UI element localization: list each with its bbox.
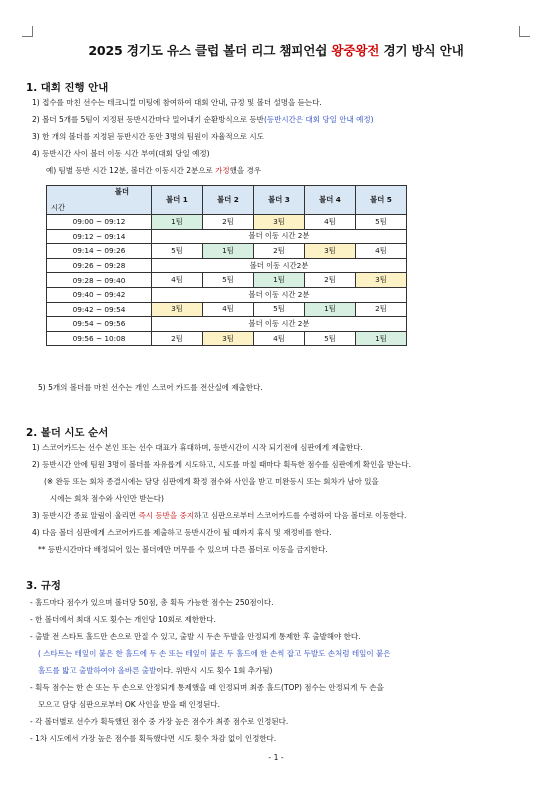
list-item bbox=[32, 115, 374, 125]
team-cell: 4팀 bbox=[203, 302, 254, 317]
team-cell: 3팀 bbox=[356, 273, 407, 288]
team-cell: 1팀 bbox=[254, 273, 305, 288]
list-item: 4) 다음 볼더 심판에게 스코어카드를 제출하고 등반시간이 될 때까지 휴식 및 재정비를 한다. bbox=[32, 528, 332, 537]
team-cell: 3팀 bbox=[152, 302, 203, 317]
corner-mark bbox=[22, 26, 33, 37]
list-item-note: ** 등반시간마다 배정되어 있는 볼더에만 머무를 수 있으며 다른 볼더로 이동을 금지한다. bbox=[38, 545, 328, 554]
column-header: 볼더 4 bbox=[305, 186, 356, 215]
title-text: 2025 경기도 유스 클럽 볼더 리그 챔피언쉽 bbox=[88, 43, 332, 58]
column-header: 볼더 5 bbox=[356, 186, 407, 215]
list-item: 5) 5개의 볼더를 마친 선수는 개인 스코어 카드를 전산실에 제출한다. bbox=[38, 383, 263, 392]
list-item-note: 시에는 회차 점수와 사인만 받는다) bbox=[50, 494, 164, 503]
list-item-text-end: 하고 심판으로부터 스코어카드를 수령하여 다음 볼더로 이동한다. bbox=[194, 511, 407, 520]
team-cell: 1팀 bbox=[203, 244, 254, 259]
table-header-row bbox=[47, 186, 407, 215]
team-cell: 4팀 bbox=[254, 331, 305, 346]
list-item-note: (등반시간은 대회 당일 안내 예정) bbox=[263, 115, 374, 124]
team-cell: 5팀 bbox=[152, 244, 203, 259]
corner-mark bbox=[519, 26, 530, 37]
team-cell: 5팀 bbox=[254, 302, 305, 317]
list-item: 1) 스코어카드는 선수 본인 또는 선수 대표가 휴대하며, 등반시간이 시작 되기전에 심판에게 제출한다. bbox=[32, 443, 363, 452]
move-time-cell: 볼더 이동 시간 2분 bbox=[152, 229, 407, 244]
column-header: 볼더 2 bbox=[203, 186, 254, 215]
table-row bbox=[47, 215, 407, 230]
time-cell: 09:14 ~ 09:26 bbox=[47, 244, 152, 259]
move-time-cell: 볼더 이동 시간 2분 bbox=[152, 317, 407, 332]
list-item: - 1차 시도에서 가장 높은 점수를 획득했다면 시도 횟수 차감 없이 인정한다. bbox=[30, 734, 277, 743]
time-cell: 09:40 ~ 09:42 bbox=[47, 287, 152, 302]
page-number: - 1 - bbox=[268, 753, 284, 762]
corner-label-time: 시간 bbox=[51, 203, 66, 212]
list-item: - 각 볼더별로 선수가 획득했던 점수 중 가장 높은 점수가 최종 점수로 인정된다. bbox=[30, 717, 289, 726]
table-row bbox=[47, 244, 407, 259]
section-heading: 1. 대회 진행 안내 bbox=[26, 82, 109, 94]
table-corner-cell bbox=[47, 186, 152, 215]
list-item-note: (※ 완등 또는 회차 종결시에는 담당 심판에게 확정 점수와 사인을 받고 미완등시 또는 회차가 남아 있을 bbox=[44, 477, 379, 486]
list-item: - 출발 전 스타트 홀드만 손으로 만질 수 있고, 출발 시 두손 두발을 안정되게 통제한 후 출발해야 한다. bbox=[30, 632, 361, 641]
page-title bbox=[0, 40, 552, 59]
team-cell: 2팀 bbox=[152, 331, 203, 346]
title-text-end: 경기 방식 안내 bbox=[379, 43, 464, 58]
team-cell: 3팀 bbox=[305, 244, 356, 259]
example-text-end: 했을 경우 bbox=[229, 166, 261, 175]
table-row bbox=[47, 317, 407, 332]
corner-label-boulder: 볼더 bbox=[114, 187, 129, 196]
table-row bbox=[47, 229, 407, 244]
example-highlight: 가정 bbox=[215, 166, 230, 175]
list-item-note-end: 이다. 위반시 시도 횟수 1회 추가됨) bbox=[156, 666, 273, 675]
list-item: - 한 볼더에서 최대 시도 횟수는 개인당 10회로 제한한다. bbox=[30, 615, 216, 624]
team-cell: 1팀 bbox=[356, 331, 407, 346]
list-item-note: ( 스타트는 테잎이 붙은 한 홀드에 두 손 또는 테잎이 붙은 두 홀드에 한 손씩 잡고 두발도 손처럼 테잎이 붙은 bbox=[38, 649, 391, 658]
team-cell: 2팀 bbox=[305, 273, 356, 288]
team-cell: 4팀 bbox=[305, 215, 356, 230]
move-time-cell: 볼더 이동 시간2분 bbox=[152, 258, 407, 273]
column-header: 볼더 3 bbox=[254, 186, 305, 215]
team-cell: 2팀 bbox=[254, 244, 305, 259]
team-cell: 4팀 bbox=[356, 244, 407, 259]
example-text: 예) 팀별 등반 시간 12분, 볼더간 이동시간 2분으로 bbox=[46, 166, 216, 175]
team-cell: 5팀 bbox=[356, 215, 407, 230]
time-cell: 09:00 ~ 09:12 bbox=[47, 215, 152, 230]
list-item: - 홀드마다 점수가 있으며 볼더당 50점, 총 획득 가능한 점수는 250점이다. bbox=[30, 598, 274, 607]
team-cell: 5팀 bbox=[203, 273, 254, 288]
list-item bbox=[32, 511, 406, 521]
time-cell: 09:56 ~ 10:08 bbox=[47, 331, 152, 346]
column-header: 볼더 1 bbox=[152, 186, 203, 215]
move-time-cell: 볼더 이동 시간 2분 bbox=[152, 287, 407, 302]
time-cell: 09:28 ~ 09:40 bbox=[47, 273, 152, 288]
time-cell: 09:12 ~ 09:14 bbox=[47, 229, 152, 244]
team-cell: 1팀 bbox=[305, 302, 356, 317]
list-item-text: 3) 등반시간 종료 알림이 울리면 bbox=[32, 511, 139, 520]
team-cell: 2팀 bbox=[356, 302, 407, 317]
example-line bbox=[46, 166, 261, 176]
table-row bbox=[47, 258, 407, 273]
team-cell: 5팀 bbox=[305, 331, 356, 346]
team-cell: 2팀 bbox=[203, 215, 254, 230]
section-heading: 2. 볼더 시도 순서 bbox=[26, 427, 109, 439]
list-item-text: 2) 볼더 5개를 5팀이 지정된 등반시간마다 밀어내기 순환방식으로 등반 bbox=[32, 115, 264, 124]
table-row bbox=[47, 331, 407, 346]
list-item-note bbox=[38, 666, 272, 676]
team-cell: 4팀 bbox=[152, 273, 203, 288]
list-item-note-blue: 홀드를 밟고 출발하여야 올바른 출발 bbox=[38, 666, 157, 675]
list-item-highlight: 즉시 등반을 중지 bbox=[138, 511, 195, 520]
list-item: 모으고 담당 심판으로부터 OK 사인을 받을 때 인정된다. bbox=[38, 700, 221, 709]
table-row bbox=[47, 273, 407, 288]
list-item: 3) 한 개의 볼더를 지정된 등반시간 동안 3명의 팀원이 자율적으로 시도 bbox=[32, 132, 264, 141]
list-item: 2) 등반시간 안에 팀원 3명이 볼더를 자유롭게 시도하고, 시도를 마칠 때마다 획득한 점수를 심판에게 확인을 받는다. bbox=[32, 460, 412, 469]
list-item: 1) 접수를 마친 선수는 테크니컬 미팅에 참여하여 대회 안내, 규정 및 볼더 설명을 듣는다. bbox=[32, 98, 322, 107]
team-cell: 3팀 bbox=[254, 215, 305, 230]
time-cell: 09:42 ~ 09:54 bbox=[47, 302, 152, 317]
list-item: 4) 등반시간 사이 볼더 이동 시간 부여(대회 당일 예정) bbox=[32, 149, 210, 158]
team-cell: 1팀 bbox=[152, 215, 203, 230]
time-cell: 09:26 ~ 09:28 bbox=[47, 258, 152, 273]
table-row bbox=[47, 287, 407, 302]
title-highlight: 왕중왕전 bbox=[331, 43, 380, 58]
list-item: - 획득 점수는 한 손 또는 두 손으로 안정되게 통제했을 때 인정되며 최종 홀드(TOP) 점수는 안정되게 두 손을 bbox=[30, 683, 384, 692]
schedule-table bbox=[46, 185, 407, 346]
time-cell: 09:54 ~ 09:56 bbox=[47, 317, 152, 332]
section-heading: 3. 규정 bbox=[26, 580, 61, 592]
table-row bbox=[47, 302, 407, 317]
team-cell: 3팀 bbox=[203, 331, 254, 346]
